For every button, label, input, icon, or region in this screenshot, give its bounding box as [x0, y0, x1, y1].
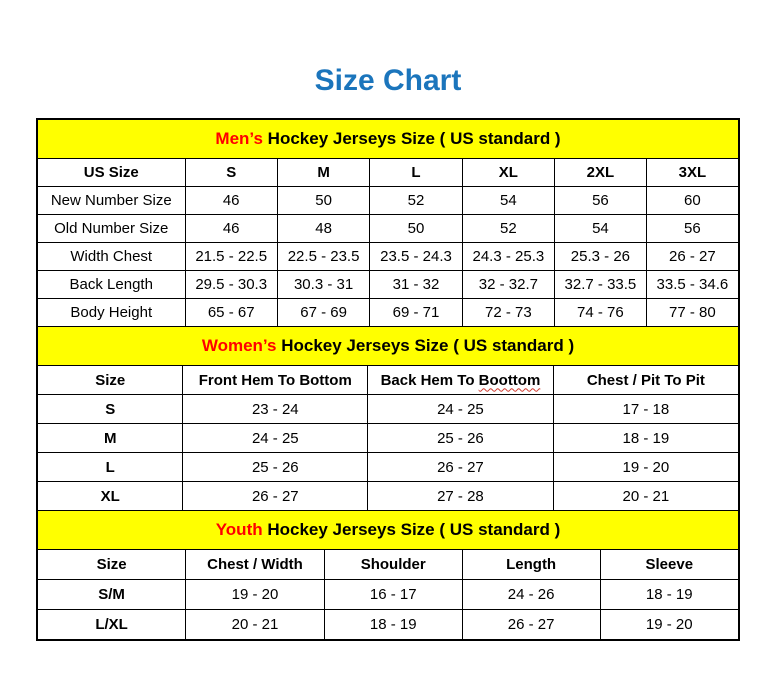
column-header: Front Hem To Bottom	[183, 366, 368, 395]
row-label: New Number Size	[38, 187, 185, 215]
size-cell: 20 - 21	[553, 482, 738, 511]
size-cell: 18 - 19	[324, 610, 462, 640]
size-cell: 65 - 67	[185, 299, 277, 327]
column-header-misspelled	[368, 366, 554, 395]
column-header-text: Back Hem To	[380, 371, 479, 389]
size-cell: 19 - 20	[600, 610, 738, 640]
size-cell: 26 - 27	[462, 610, 600, 640]
size-cell: 33.5 - 34.6	[646, 271, 738, 299]
size-cell: 30.3 - 31	[277, 271, 369, 299]
size-cell: 46	[185, 187, 277, 215]
size-cell: 29.5 - 30.3	[185, 271, 277, 299]
size-cell: 54	[462, 187, 554, 215]
size-cell: 60	[646, 187, 738, 215]
size-cell: 69 - 71	[370, 299, 462, 327]
table-row	[38, 271, 738, 299]
table-row	[38, 299, 738, 327]
womens-size-table	[38, 366, 738, 510]
page-title: Size Chart	[314, 64, 462, 97]
size-cell: 52	[370, 187, 462, 215]
row-label: Width Chest	[38, 243, 185, 271]
youth-size-table	[38, 550, 738, 639]
size-cell: 19 - 20	[553, 453, 738, 482]
column-header: L	[370, 159, 462, 187]
size-cell: 24 - 26	[462, 580, 600, 610]
size-cell: 26 - 27	[646, 243, 738, 271]
size-cell: 67 - 69	[277, 299, 369, 327]
column-header: US Size	[38, 159, 185, 187]
table-row	[38, 424, 738, 453]
size-cell: 21.5 - 22.5	[185, 243, 277, 271]
size-cell: 25.3 - 26	[555, 243, 647, 271]
size-chart	[36, 118, 740, 641]
column-header: Size	[38, 550, 186, 580]
size-cell: 22.5 - 23.5	[277, 243, 369, 271]
row-label: M	[38, 424, 183, 453]
size-cell: 23.5 - 24.3	[370, 243, 462, 271]
mens-header-row	[38, 159, 738, 187]
row-label: S/M	[38, 580, 186, 610]
row-label: L	[38, 453, 183, 482]
youth-header-row	[38, 550, 738, 580]
size-cell: 23 - 24	[183, 395, 368, 424]
row-label: S	[38, 395, 183, 424]
size-cell: 24 - 25	[183, 424, 368, 453]
youth-header-highlight: Youth	[215, 520, 263, 539]
column-header: Chest / Width	[186, 550, 325, 580]
mens-header-text: Hockey Jerseys Size ( US standard )	[262, 129, 561, 148]
size-cell: 56	[646, 215, 738, 243]
mens-header-highlight: Men’s	[215, 129, 263, 148]
size-cell: 72 - 73	[462, 299, 554, 327]
size-cell: 48	[277, 215, 369, 243]
column-header: S	[185, 159, 277, 187]
size-cell: 27 - 28	[368, 482, 554, 511]
size-cell: 50	[370, 215, 462, 243]
size-cell: 32 - 32.7	[462, 271, 554, 299]
size-cell: 32.7 - 33.5	[555, 271, 647, 299]
size-cell: 77 - 80	[646, 299, 738, 327]
size-cell: 74 - 76	[555, 299, 647, 327]
womens-header-row	[38, 366, 738, 395]
column-header: XL	[462, 159, 554, 187]
table-row	[38, 453, 738, 482]
table-row	[38, 610, 738, 640]
size-cell: 54	[555, 215, 647, 243]
column-header: 3XL	[646, 159, 738, 187]
row-label: Old Number Size	[38, 215, 185, 243]
size-cell: 31 - 32	[370, 271, 462, 299]
column-header: Sleeve	[600, 550, 738, 580]
table-row	[38, 187, 738, 215]
womens-header-highlight: Women’s	[201, 336, 277, 355]
table-row	[38, 482, 738, 511]
mens-size-table	[38, 159, 738, 326]
table-row	[38, 395, 738, 424]
column-header: Shoulder	[324, 550, 462, 580]
size-cell: 20 - 21	[186, 610, 325, 640]
size-cell: 56	[555, 187, 647, 215]
row-label: L/XL	[38, 610, 186, 640]
column-header: 2XL	[555, 159, 647, 187]
size-cell: 17 - 18	[553, 395, 738, 424]
womens-section-header	[38, 326, 738, 366]
table-row	[38, 580, 738, 610]
youth-header-text: Hockey Jerseys Size ( US standard )	[262, 520, 561, 539]
womens-header-text: Hockey Jerseys Size ( US standard )	[276, 336, 575, 355]
size-cell: 19 - 20	[186, 580, 325, 610]
size-cell: 46	[185, 215, 277, 243]
size-cell: 18 - 19	[600, 580, 738, 610]
youth-section-header	[38, 510, 738, 550]
row-label: Body Height	[38, 299, 185, 327]
size-cell: 52	[462, 215, 554, 243]
size-cell: 50	[277, 187, 369, 215]
size-cell: 24.3 - 25.3	[462, 243, 554, 271]
size-cell: 16 - 17	[324, 580, 462, 610]
size-cell: 25 - 26	[368, 424, 554, 453]
row-label: XL	[38, 482, 183, 511]
size-cell: 25 - 26	[183, 453, 368, 482]
column-header: Length	[462, 550, 600, 580]
size-cell: 24 - 25	[368, 395, 554, 424]
table-row	[38, 243, 738, 271]
size-cell: 18 - 19	[553, 424, 738, 453]
size-cell: 26 - 27	[183, 482, 368, 511]
column-header: M	[277, 159, 369, 187]
column-header: Chest / Pit To Pit	[553, 366, 738, 395]
misspelled-word: Boottom	[478, 371, 541, 389]
column-header: Size	[38, 366, 183, 395]
table-row	[38, 215, 738, 243]
mens-section-header	[38, 120, 738, 159]
size-cell: 26 - 27	[368, 453, 554, 482]
row-label: Back Length	[38, 271, 185, 299]
